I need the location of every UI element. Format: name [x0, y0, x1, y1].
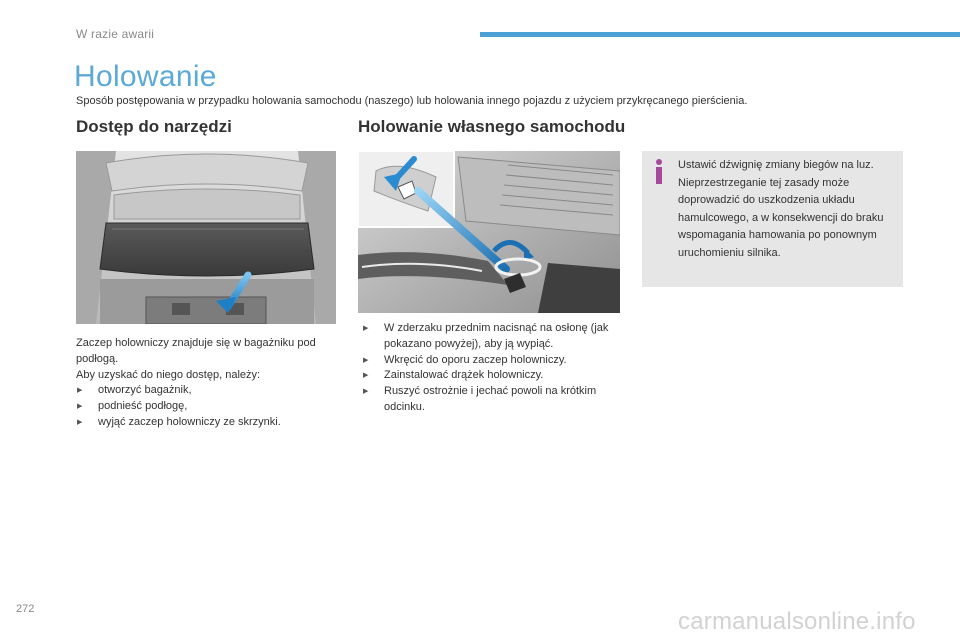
section-header: W razie awarii	[76, 27, 155, 41]
info-box-text: Ustawić dźwignię zmiany biegów na luz. Nieprzestrzeganie tej zasady może doprowadzić do uszkodzenia układu hamulcowego, a w konsekwencji do braku wspomagania hamowania po ponownym uruchomieniu silnika.	[678, 159, 884, 259]
own-towing-steps-list	[362, 321, 624, 416]
own-towing-section-text	[362, 321, 624, 416]
front-bumper-illustration	[358, 151, 620, 313]
list-item: ▶ W zderzaku przednim nacisnąć na osłonę (jak pokazano powyżej), aby ją wypiąć.	[362, 321, 624, 353]
tools-section-text	[76, 336, 341, 431]
tools-section-heading: Dostęp do narzędzi	[76, 117, 232, 136]
page-title: Holowanie	[74, 60, 217, 93]
watermark: carmanualsonline.info	[678, 608, 916, 635]
tools-intro-access: Aby uzyskać do niego dostęp, należy:	[76, 368, 261, 381]
list-item: ▶ podnieść podłogę,	[76, 399, 341, 415]
list-item: ▶ Zainstalować drążek holowniczy.	[362, 368, 624, 384]
list-item: ▶ wyjąć zaczep holowniczy ze skrzynki.	[76, 415, 341, 431]
tools-steps-list	[76, 383, 341, 430]
list-item: ▶ otworzyć bagażnik,	[76, 383, 341, 399]
list-item: ▶ Ruszyć ostrożnie i jechać powoli na krótkim odcinku.	[362, 384, 624, 416]
trunk-illustration	[76, 151, 336, 324]
info-icon	[654, 159, 664, 184]
tools-intro-location: Zaczep holowniczy znajduje się w bagażniku pod podłogą.	[76, 337, 316, 365]
header-accent-bar	[480, 32, 960, 37]
list-item: ▶ Wkręcić do oporu zaczep holowniczy.	[362, 353, 624, 369]
info-box	[642, 151, 903, 287]
page-subtitle: Sposób postępowania w przypadku holowania samochodu (naszego) lub holowania innego pojazdu z użyciem przykręcanego pierścienia.	[76, 95, 748, 107]
page-number: 272	[16, 603, 35, 615]
own-towing-section-heading: Holowanie własnego samochodu	[358, 117, 626, 136]
